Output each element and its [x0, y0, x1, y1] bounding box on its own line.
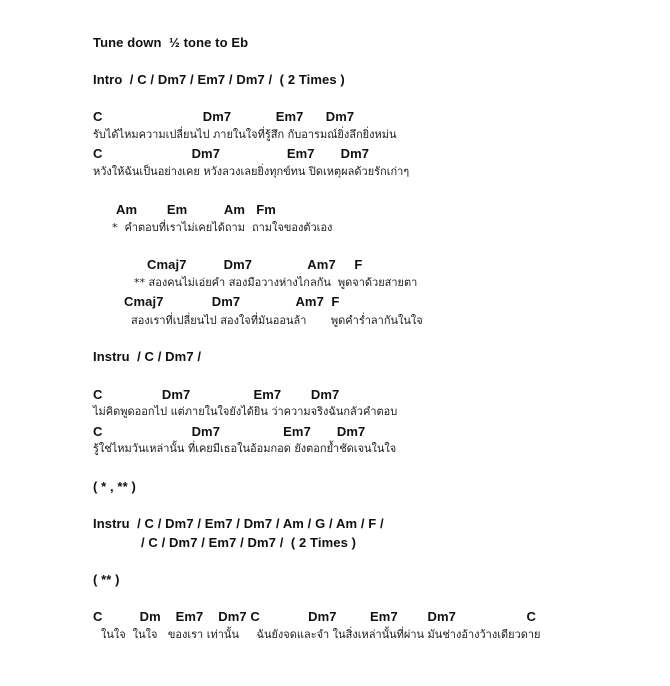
- verse1-lyric-line-1: รับได้ไหมความเปลี่ยนไป ภายในใจที่รู้สึก กับอารมณ์ยิ่งลึกยิ่งหม่น: [93, 128, 397, 141]
- outro-chord-line: C Dm Em7 Dm7 C Dm7 Em7 Dm7 C: [93, 609, 536, 624]
- verse1-chord-line-1: C Dm7 Em7 Dm7: [93, 109, 355, 124]
- chorus-lyric-line-1: ** สองคนไม่เอ่ยคำ สองมือวางห่างไกลกัน พูดจาด้วยสายตา: [134, 276, 418, 289]
- verse1-lyric-line-2: หวังให้ฉันเป็นอย่างเคย หวังลวงเลยยิ่งทุกข์ทน ปิดเหตุผลด้วยรักเก่าๆ: [93, 165, 410, 178]
- outro-lyric-line: ในใจ ในใจ ของเรา เท่านั้น ฉันยังจดและจำ ในสิ่งเหล่านั้นที่ผ่าน มันช่างอ้างว้างเดียวดาย: [101, 628, 541, 641]
- tuning-note: Tune down ½ tone to Eb: [93, 35, 249, 50]
- pre-chorus-lyric-line: * คำตอบที่เราไม่เคยได้ถาม ถามใจของตัวเอง: [112, 221, 333, 234]
- verse1-chord-line-2: C Dm7 Em7 Dm7: [93, 146, 370, 161]
- instru-line-1: Instru / C / Dm7 /: [93, 349, 202, 364]
- verse2-lyric-line-1: ไม่คิดพูดออกไป แต่ภายในใจยังได้ยิน ว่าความจริงฉันกลัวคำตอบ: [93, 405, 398, 418]
- chorus-chord-line-2: Cmaj7 Dm7 Am7 F: [124, 294, 340, 309]
- verse2-lyric-line-2: รู้ใช่ไหมวันเหล่านั้น ที่เคยมีเธอในอ้อมกอด ยังตอกย้ำชัดเจนในใจ: [93, 442, 397, 455]
- repeat-marker-2: ( ** ): [93, 572, 120, 587]
- chorus-lyric-line-2: สองเราที่เปลี่ยนไป สองใจที่มันออนล้า พูดคำร่ำลากันในใจ: [131, 314, 423, 327]
- pre-chorus-chord-line: Am Em Am Fm: [116, 202, 276, 217]
- instru-line-2-continuation: / C / Dm7 / Em7 / Dm7 / ( 2 Times ): [141, 535, 357, 550]
- verse2-chord-line-1: C Dm7 Em7 Dm7: [93, 387, 340, 402]
- verse2-chord-line-2: C Dm7 Em7 Dm7: [93, 424, 366, 439]
- instru-line-2: Instru / C / Dm7 / Em7 / Dm7 / Am / G / Am / F /: [93, 516, 384, 531]
- repeat-marker-1: ( * , ** ): [93, 479, 136, 494]
- intro-line: Intro / C / Dm7 / Em7 / Dm7 / ( 2 Times ): [93, 72, 345, 87]
- chorus-chord-line-1: Cmaj7 Dm7 Am7 F: [147, 257, 363, 272]
